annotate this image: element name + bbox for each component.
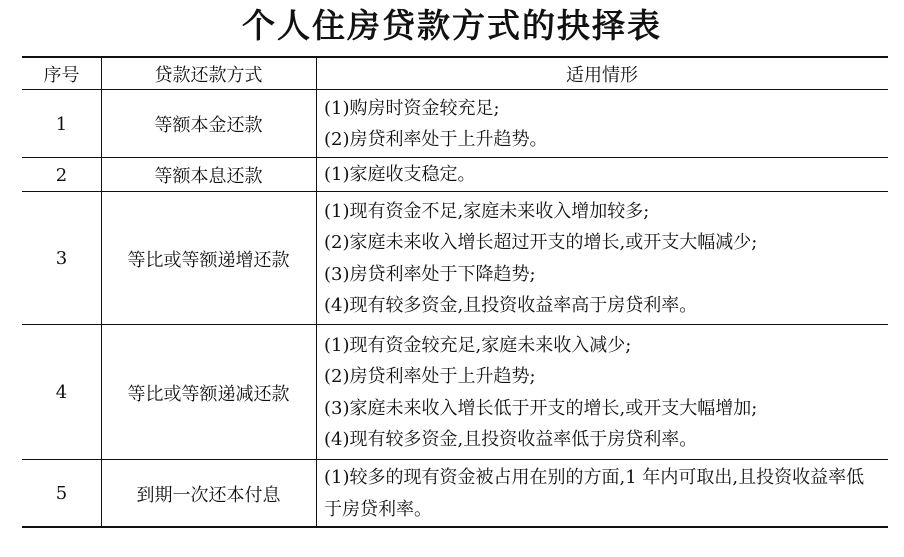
- row-method: 等比或等额递增还款: [127, 249, 290, 271]
- table-row: [22, 90, 888, 158]
- row-index: 2: [55, 164, 68, 186]
- table-row: [22, 325, 888, 460]
- situation-line: (4)现有较多资金,且投资收益率低于房贷利率。: [324, 429, 698, 450]
- row-situation: [316, 460, 888, 527]
- situation-line: (4)现有较多资金,且投资收益率高于房贷利率。: [324, 295, 698, 316]
- table-row: [22, 158, 888, 192]
- row-situation: [316, 90, 888, 158]
- situation-line: (3)房贷利率处于下降趋势;: [324, 263, 536, 285]
- row-index: 5: [55, 483, 68, 504]
- row-situation: [316, 158, 888, 192]
- row-index: 4: [55, 382, 68, 403]
- row-method: 等比或等额递减还款: [127, 383, 290, 405]
- situation-line: (2)家庭未来收入增长超过开支的增长,或开支大幅减少;: [324, 232, 758, 253]
- situation-line: (3)家庭未来收入增长低于开支的增长,或开支大幅增加;: [324, 397, 758, 419]
- table-row: [22, 192, 888, 325]
- row-situation: [316, 325, 888, 460]
- situation-line: (1)购房时资金较充足;: [324, 97, 500, 119]
- header-method: 贷款还款方式: [154, 64, 263, 86]
- situation-line: (2)房贷利率处于上升趋势。: [324, 129, 548, 150]
- table-row: [22, 460, 888, 527]
- header-row: [22, 57, 888, 90]
- row-method: 等额本息还款: [154, 166, 263, 187]
- row-index: 3: [55, 248, 68, 269]
- row-method: 到期一次还本付息: [136, 484, 281, 506]
- row-method: 等额本金还款: [154, 115, 263, 136]
- loan-choice-table: [22, 57, 888, 527]
- page-title: 个人住房贷款方式的抉择表: [242, 6, 662, 45]
- situation-line: (1)现有资金较充足,家庭未来收入减少;: [324, 334, 632, 356]
- situation-line: (1)较多的现有资金被占用在别的方面,1 年内可取出,且投资收益率低于房贷利率。: [324, 467, 865, 520]
- row-index: 1: [55, 113, 68, 135]
- situation-line: (1)现有资金不足,家庭未来收入增加较多;: [324, 200, 650, 222]
- situation-line: (2)房贷利率处于上升趋势;: [324, 366, 536, 387]
- row-situation: [316, 192, 888, 325]
- header-index: 序号: [43, 64, 80, 86]
- header-situation: 适用情形: [566, 64, 638, 86]
- situation-line: (1)家庭收支稳定。: [324, 164, 476, 186]
